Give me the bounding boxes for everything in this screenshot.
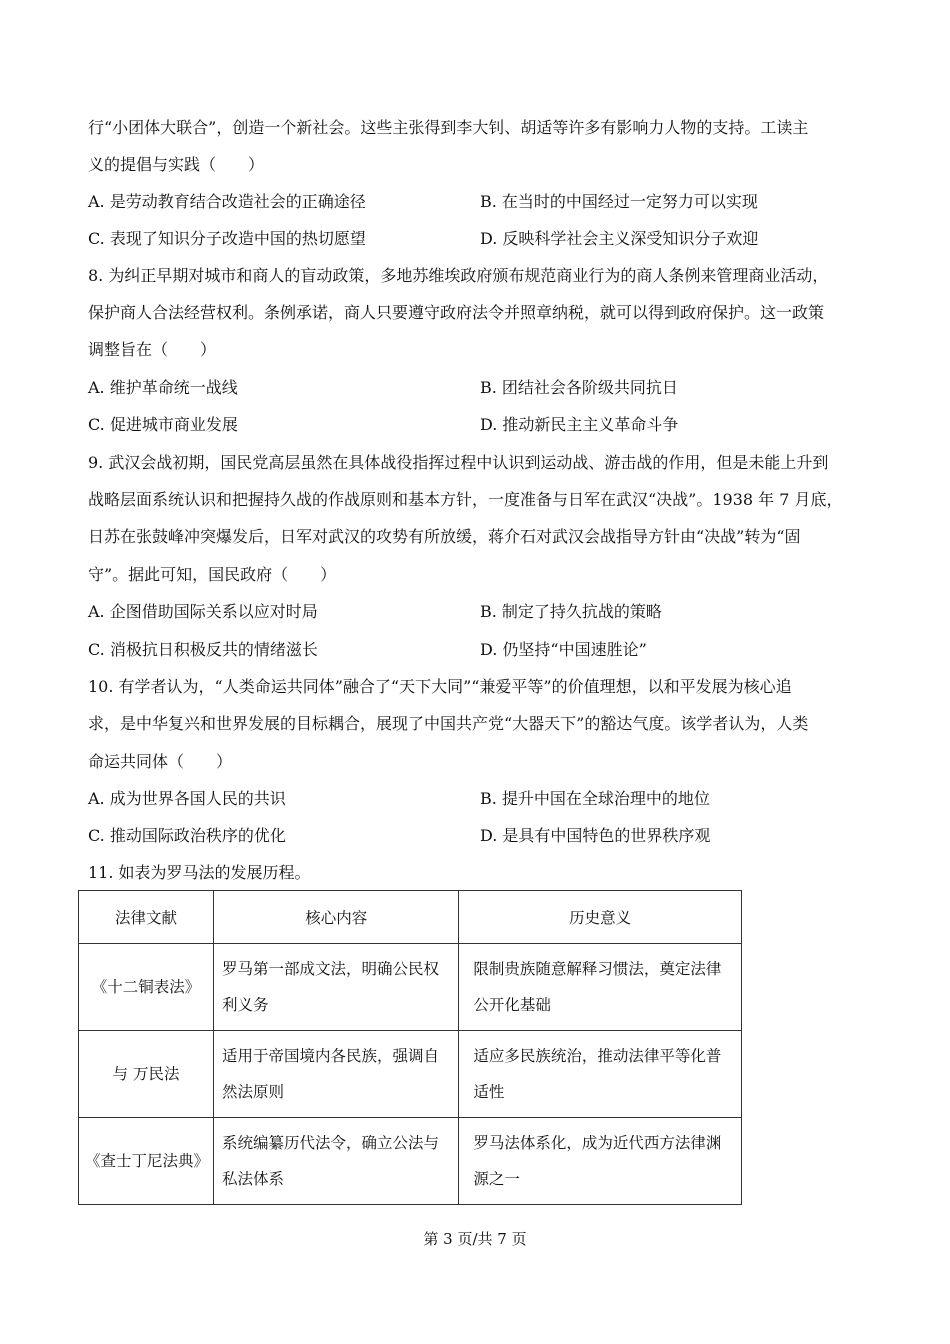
row-document: 与 万民法 (79, 1031, 214, 1118)
q7-option-b[interactable]: B. 在当时的中国经过一定努力可以实现 (480, 192, 758, 211)
q10-stem-line-2: 求，是中华复兴和世界发展的目标耦合，展现了中国共产党“大器天下”的豁达气度。该学者认为，人类 (88, 714, 809, 733)
q9-option-b[interactable]: B. 制定了持久抗战的策略 (480, 602, 662, 621)
q7-option-d[interactable]: D. 反映科学社会主义深受知识分子欢迎 (480, 229, 759, 248)
row-meaning: 限制贵族随意解释习惯法，奠定法律公开化基础 (459, 944, 742, 1031)
row-document: 《十二铜表法》 (79, 944, 214, 1031)
table-row (79, 1118, 742, 1205)
q7-option-c[interactable]: C. 表现了知识分子改造中国的热切愿望 (88, 229, 366, 248)
q8-stem-line-3: 调整旨在（ ） (88, 340, 217, 359)
header-historical-significance: 历史意义 (459, 891, 742, 944)
q8-option-c[interactable]: C. 促进城市商业发展 (88, 415, 238, 434)
roman-law-table (78, 890, 742, 1205)
q8-stem-line-2: 保护商人合法经营权利。条例承诺，商人只要遵守政府法令并照章纳税，就可以得到政府保护。这一政策 (88, 303, 825, 322)
q9-stem-line-1: 9. 武汉会战初期，国民党高层虽然在具体战役指挥过程中认识到运动战、游击战的作用，但是未能上升到 (88, 453, 829, 472)
q10-option-d[interactable]: D. 是具有中国特色的世界秩序观 (480, 826, 711, 845)
row-document: 《查士丁尼法典》 (79, 1118, 214, 1205)
q9-stem-line-4: 守”。据此可知，国民政府（ ） (88, 565, 337, 584)
q9-stem-line-2: 战略层面系统认识和把握持久战的作战原则和基本方针，一度准备与日军在武汉“决战”。1938 年 7 月底， (88, 490, 843, 509)
q9-stem-line-3: 日苏在张鼓峰冲突爆发后，日军对武汉的攻势有所放缓，蒋介石对武汉会战指导方针由“决战”转为“固 (88, 527, 801, 546)
row-meaning: 罗马法体系化，成为近代西方法律渊源之一 (459, 1118, 742, 1205)
header-document: 法律文献 (79, 891, 214, 944)
q8-option-d[interactable]: D. 推动新民主主义革命斗争 (480, 415, 679, 434)
q10-option-b[interactable]: B. 提升中国在全球治理中的地位 (480, 789, 710, 808)
q9-option-c[interactable]: C. 消极抗日积极反共的情绪滋长 (88, 640, 318, 659)
q9-option-d[interactable]: D. 仍坚持“中国速胜论” (480, 640, 647, 659)
q10-option-a[interactable]: A. 成为世界各国人民的共识 (88, 789, 286, 808)
q7-stem-line-1: 行“小团体大联合”，创造一个新社会。这些主张得到李大钊、胡适等许多有影响力人物的支持。工读主 (88, 118, 809, 137)
q10-stem-line-1: 10. 有学者认为，“人类命运共同体”融合了“天下大同”“兼爱平等”的价值理想，以和平发展为核心追 (88, 677, 792, 696)
q7-stem-line-2: 义的提倡与实践（ ） (88, 155, 265, 174)
q7-option-a[interactable]: A. 是劳动教育结合改造社会的正确途径 (88, 192, 366, 211)
page-number: 第 3 页/共 7 页 (423, 1230, 527, 1248)
row-meaning: 适应多民族统治，推动法律平等化普适性 (459, 1031, 742, 1118)
table-row (79, 944, 742, 1031)
q8-option-b[interactable]: B. 团结社会各阶级共同抗日 (480, 378, 678, 397)
table-row (79, 1031, 742, 1118)
q9-option-a[interactable]: A. 企图借助国际关系以应对时局 (88, 602, 318, 621)
table-header-row (79, 891, 742, 944)
row-content: 系统编纂历代法令，确立公法与私法体系 (214, 1118, 459, 1205)
q10-option-c[interactable]: C. 推动国际政治秩序的优化 (88, 826, 286, 845)
header-core-content: 核心内容 (214, 891, 459, 944)
row-content: 适用于帝国境内各民族，强调自然法原则 (214, 1031, 459, 1118)
q11-stem: 11. 如表为罗马法的发展历程。 (88, 863, 311, 882)
q8-option-a[interactable]: A. 维护革命统一战线 (88, 378, 238, 397)
q10-stem-line-3: 命运共同体（ ） (88, 752, 233, 771)
q8-stem-line-1: 8. 为纠正早期对城市和商人的盲动政策，多地苏维埃政府颁布规范商业行为的商人条例来管理商业活动， (88, 266, 829, 285)
row-content: 罗马第一部成文法，明确公民权利义务 (214, 944, 459, 1031)
